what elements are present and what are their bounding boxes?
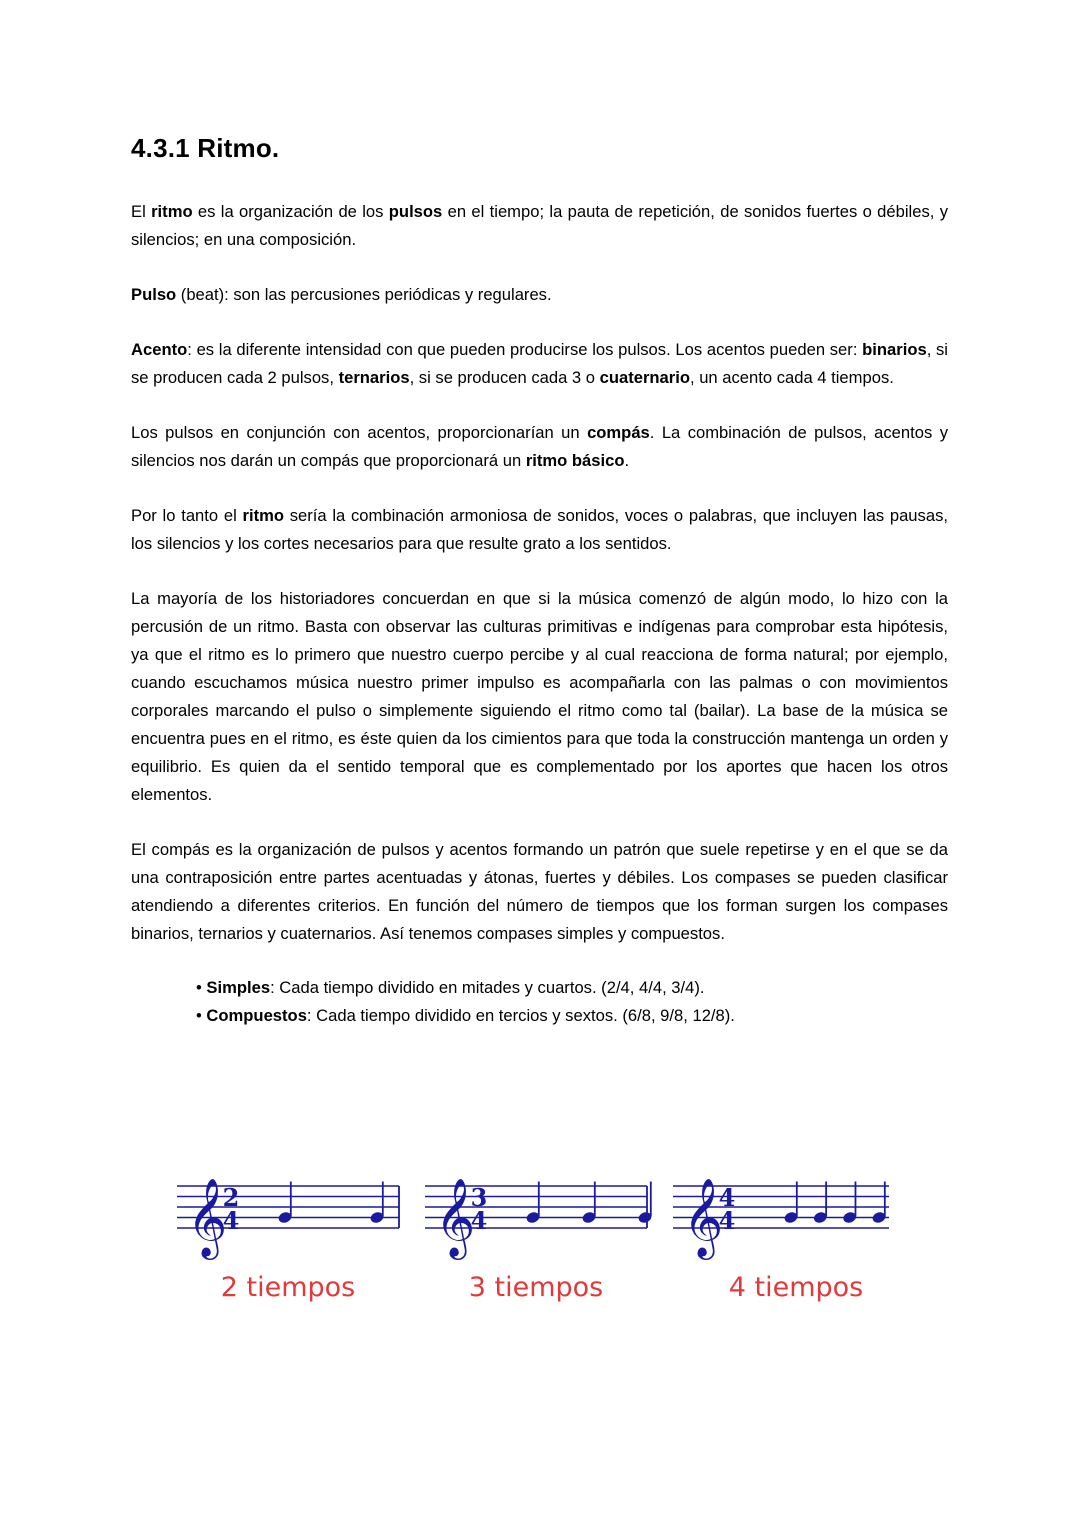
treble-clef-icon: 𝄞 xyxy=(435,1178,476,1257)
time-signature-numerator: 3 xyxy=(470,1183,488,1212)
paragraph-pulso xyxy=(131,281,948,309)
text-run: es la organización de los xyxy=(192,202,389,221)
paragraph-ritmo-summary xyxy=(131,502,948,558)
text-run: • xyxy=(196,978,207,997)
text-run: • xyxy=(196,1006,207,1025)
text-run: . La combinación de pulsos, acentos y silencios nos darán un compás que proporcionará un xyxy=(131,423,948,470)
text-run: Los pulsos en conjunción con acentos, proporcionarían un xyxy=(131,423,588,442)
bold-term: ritmo xyxy=(242,506,284,525)
text-run: : Cada tiempo dividido en tercios y sextos. (6/8, 9/8, 12/8). xyxy=(306,1006,735,1025)
bold-term: compás xyxy=(587,423,650,442)
paragraph-acento xyxy=(131,336,948,392)
time-signature-numerator: 2 xyxy=(222,1183,240,1212)
paragraph-compas-organization xyxy=(131,836,948,948)
text-run: : Cada tiempo dividido en mitades y cuartos. (2/4, 4/4, 3/4). xyxy=(270,978,705,997)
list-item-compuestos xyxy=(196,1002,948,1030)
time-signature-denominator: 4 xyxy=(222,1206,240,1235)
text-run: : es la diferente intensidad con que pueden producirse los pulsos. Los acentos pueden ser: xyxy=(187,340,863,359)
bold-term: ritmo básico xyxy=(525,451,625,470)
bold-term: ritmo xyxy=(151,202,193,221)
bold-term: Acento xyxy=(131,340,188,359)
bold-term: pulsos xyxy=(388,202,443,221)
paragraph-history xyxy=(131,585,948,809)
text-run: . xyxy=(624,451,630,470)
time-signature-figure xyxy=(175,1168,889,1308)
text-run: sería la combinación armoniosa de sonidos, voces o palabras, que incluyen las pausas, los silencios y los cortes necesarios para que resulte grato a los sentidos. xyxy=(131,506,948,553)
bold-term: Compuestos xyxy=(206,1006,307,1025)
time-signature-denominator: 4 xyxy=(470,1206,488,1235)
text-run: en el tiempo; la pauta de repetición, de sonidos fuertes o débiles, y silencios; en una composición. xyxy=(131,202,948,249)
list-item-simples xyxy=(196,974,948,1002)
compas-types-list xyxy=(131,974,948,1030)
text-run: El xyxy=(131,202,152,221)
bold-term: binarios xyxy=(862,340,927,359)
treble-clef-icon: 𝄞 xyxy=(683,1178,724,1257)
text-run: Por lo tanto el xyxy=(131,506,243,525)
text-run: La mayoría de los historiadores concuerdan en que si la música comenzó de algún modo, lo hizo con la percusión de un ritmo. Basta con observar las culturas primitivas e indígenas para comprobar esta hipótesis, ya que el ritmo es lo primero que nuestro cuerpo percibe y al cual reacciona de forma natural; por ejemplo, cuando escuchamos música nuestro primer impulso es acompañarla con las palmas o con movimientos corporales marcando el pulso o simplemente siguiendo el ritmo como tal (bailar). La base de la música se encuentra pues en el ritmo, es éste quien da los cimientos para que toda la construcción mantenga un orden y equilibrio. Es quien da el sentido temporal que es complementado por los aportes que hacen los otros elementos. xyxy=(131,589,948,804)
bold-term: Simples xyxy=(206,978,271,997)
bold-term: cuaternario xyxy=(599,368,690,387)
measure-label: 4 tiempos xyxy=(728,1272,864,1303)
body-text xyxy=(131,198,948,1030)
time-signature-numerator: 4 xyxy=(718,1183,736,1212)
text-run: (beat): son las percusiones periódicas y regulares. xyxy=(176,285,552,304)
text-run: El compás es la organización de pulsos y acentos formando un patrón que suele repetirse y en el que se da una contraposición entre partes acentuadas y átonas, fuertes y débiles. Los compases se pueden clasificar atendiendo a diferentes criterios. En función del número de tiempos que los forman surgen los compases binarios, ternarios y cuaternarios. Así tenemos compases simples y compuestos. xyxy=(131,840,948,943)
measure-label: 3 tiempos xyxy=(468,1272,604,1303)
text-run: , si se producen cada 2 pulsos, xyxy=(131,340,948,387)
paragraph-ritmo-definition xyxy=(131,198,948,254)
measure-label: 2 tiempos xyxy=(220,1272,356,1303)
bold-term: Pulso xyxy=(131,285,177,304)
bold-term: ternarios xyxy=(338,368,410,387)
time-signature-denominator: 4 xyxy=(718,1206,736,1235)
text-run: , un acento cada 4 tiempos. xyxy=(689,368,894,387)
treble-clef-icon: 𝄞 xyxy=(187,1178,228,1257)
section-heading: 4.3.1 Ritmo. xyxy=(131,133,280,163)
text-run: , si se producen cada 3 o xyxy=(409,368,600,387)
paragraph-compas xyxy=(131,419,948,475)
